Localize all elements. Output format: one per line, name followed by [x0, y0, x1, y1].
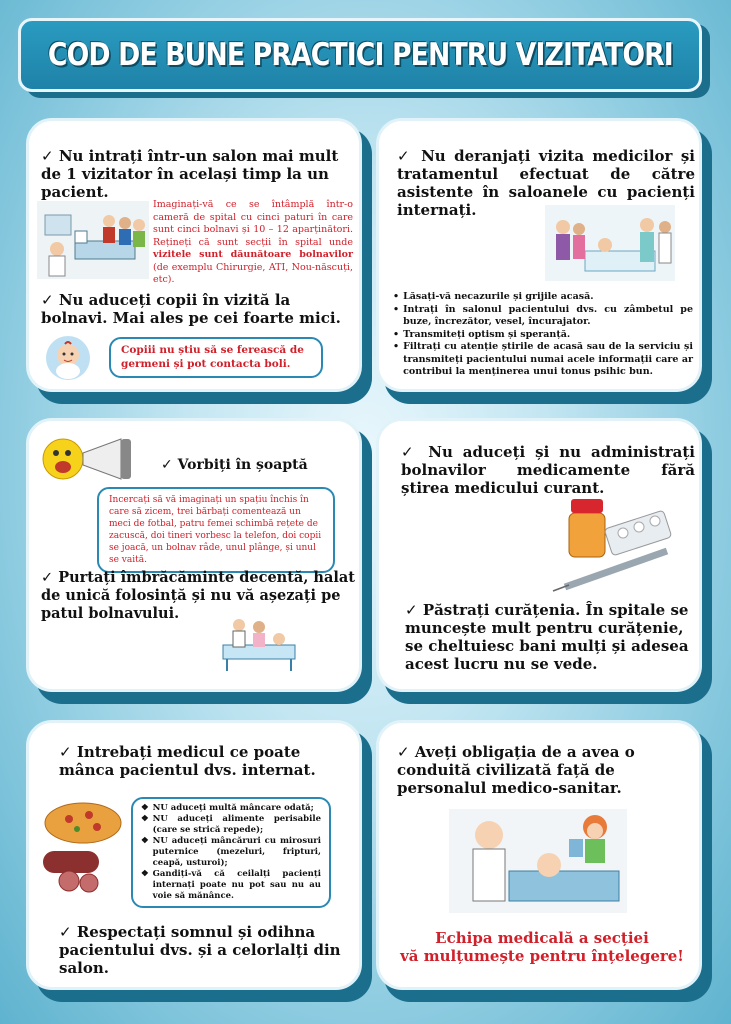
card2-heading: ✓ Nu deranjați vizita medicilor și tratamentul efectuat de către asistente în saloanele cu pacienți internați.	[397, 147, 695, 219]
card1-pill: Copiii nu știu să se ferească de germeni și pot contacta boli.	[109, 337, 323, 378]
card4-heading2: ✓ Păstrați curățenia. În spitale se muncește mult pentru curățenie, se cheltuiesc bani mulți și adesea acest lucru nu se vede.	[405, 601, 689, 673]
card-doctors-visit	[376, 118, 702, 392]
ward-visit-illustration	[545, 205, 675, 281]
list-item: ❖ Gandiți-vă că ceilalți pacienți internați poate nu pot sau nu au voie să mănânce.	[141, 869, 321, 902]
megaphone-smiley-icon	[41, 433, 137, 487]
page-title: COD DE BUNE PRACTICI PENTRU VIZITATORI	[47, 37, 673, 73]
patient-bed-illustration	[219, 615, 299, 675]
list-item: • Filtrați cu atenție știrile de acasă sau de la serviciu și transmiteți pacientului numai acele informații care ar contribui la menținerea unui tonus psihic bun.	[393, 341, 693, 378]
list-item: • Lăsați-vă necazurile și grijile acasă.	[393, 291, 594, 302]
card3-heading2: ✓ Purtați îmbrăcăminte decentă, halat de unică folosință și nu vă așezați pe patul bolnavului.	[41, 569, 355, 622]
list-item: ❖ NU aduceți multă mâncare odată;	[141, 803, 314, 813]
card3-note: Incercați să vă imaginați un spațiu închis în care să zicem, trei bărbați comentează un meci de fotbal, patru femei schimbă rețete de zacuscă, doi tineri vorbesc la telefon, doi copii se joacă, un bolnav râde, unul plânge, și unul se vaită.	[97, 487, 335, 573]
medicine-syringe-illustration	[549, 493, 689, 593]
card-conduct	[376, 720, 702, 990]
card-food	[26, 720, 362, 990]
card6-heading: ✓ Aveți obligația de a avea o conduită civilizată față de personalul medico-sanitar.	[397, 743, 635, 797]
title-banner	[18, 18, 702, 92]
card1-note: Imaginați-vă ce se întâmplă într-o cameră de spital cu cinci paturi în care sunt cinci bolnavi și 10 – 12 aparținători. Rețineți că sunt secții în spital unde vizitele sunt dăunătoare bolnavilor (de exemplu Chirurgie, ATI, Nou-născuți, etc).	[153, 199, 353, 286]
hospital-room-illustration	[37, 201, 149, 279]
list-item: • Intrați în salonul pacientului dvs. cu zâmbetul pe buze, încrezător, vesel, încurajator.	[393, 303, 693, 328]
card1-heading: ✓ Nu intrați într-un salon mai mult de 1 vizitator în același timp la un pacient.	[41, 147, 339, 201]
card-whisper	[26, 418, 362, 692]
baby-icon	[45, 335, 91, 381]
card5-heading: ✓ Intrebați medicul ce poate mânca pacientul dvs. internat.	[59, 743, 316, 779]
card3-heading: ✓ Vorbiți în șoaptă	[161, 457, 308, 473]
list-item: • Transmiteți optism și speranță.	[393, 328, 571, 340]
card-visitors-limit	[26, 118, 362, 392]
check-icon: ✓	[41, 147, 54, 165]
card1-heading2: ✓ Nu aduceți copii în vizită la bolnavi. Mai ales pe cei foarte mici.	[41, 291, 341, 327]
card6-footer: Echipa medicală a secției vă mulțumește pentru înțelegere!	[400, 929, 684, 965]
doctor-patient-cartoon	[449, 809, 627, 913]
food-illustration	[39, 799, 129, 895]
card2-bullet-list	[393, 291, 693, 379]
card5-heading2: ✓ Respectați somnul și odihna pacientului dvs. și a celorlalți din salon.	[59, 923, 341, 977]
list-item: ❖ NU aduceți mâncăruri cu mirosuri puternice (mezeluri, fripturi, ceapă, usturoi);	[141, 836, 321, 869]
card-medication	[376, 418, 702, 692]
list-item: ❖ NU aduceți alimente perisabile (care se strică repede);	[141, 814, 321, 836]
card4-heading: ✓ Nu aduceți și nu administrați bolnavilor medicamente fără știrea medicului curant.	[401, 443, 695, 497]
card5-bullet-box	[131, 797, 331, 908]
